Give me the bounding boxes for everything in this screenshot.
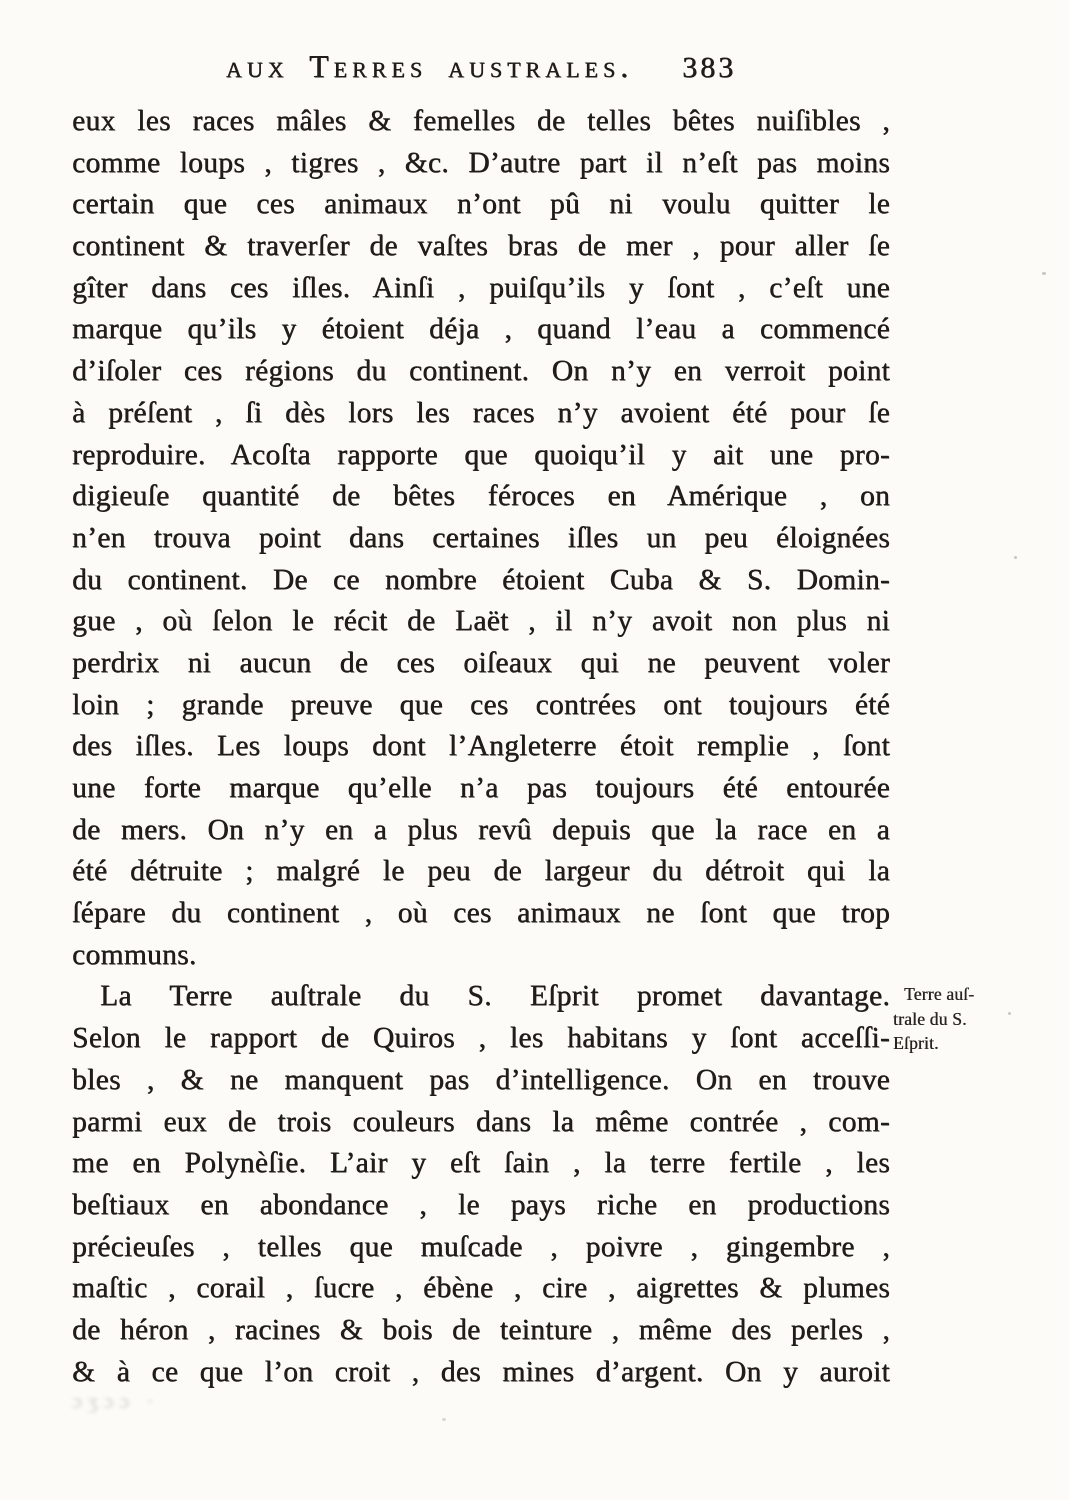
text-line: La Terre auſtrale du S. Eſprit promet davantage. bbox=[100, 980, 890, 1013]
running-header bbox=[72, 48, 890, 85]
text-line: loin ; grande preuve que ces contrées ont toujours été bbox=[72, 688, 890, 721]
margin-note-line: Eſprit. bbox=[893, 1033, 939, 1053]
scan-speck bbox=[442, 1418, 446, 1421]
text-line: comme loups , tigres , &c. D’autre part il n’eſt pas moins bbox=[72, 146, 890, 179]
text-line: digieuſe quantité de bêtes féroces en Amérique , on bbox=[72, 480, 890, 513]
text-line: été détruite ; malgré le peu de largeur du détroit qui la bbox=[72, 855, 890, 888]
scan-speck bbox=[1042, 272, 1046, 275]
text-line: précieuſes , telles que muſcade , poivre , gingembre , bbox=[72, 1230, 890, 1263]
text-line: bles , & ne manquent pas d’intelligence. On en trouve bbox=[72, 1063, 890, 1096]
margin-note-line: trale du S. bbox=[893, 1008, 967, 1029]
scan-speck bbox=[1008, 1012, 1011, 1015]
running-title: aux Terres australes. bbox=[225, 48, 634, 84]
text-line: eux les races mâles & femelles de telles bêtes nuiſibles , bbox=[72, 105, 890, 137]
text-line: une forte marque qu’elle n’a pas toujours été entourée bbox=[72, 772, 890, 804]
text-line: gue , où ſelon le récit de Laët , il n’y avoit non plus ni bbox=[72, 605, 890, 638]
page-number: 383 bbox=[682, 51, 737, 84]
text-line: n’en trouva point dans certaines iſles un peu éloignées bbox=[72, 521, 890, 554]
text-line: marque qu’ils y étoient déja , quand l’eau a commencé bbox=[72, 313, 890, 346]
body-text bbox=[72, 101, 890, 1393]
text-line: perdrix ni aucun de ces oiſeaux qui ne peuvent voler bbox=[72, 646, 890, 679]
text-line: de héron , racines & bois de teinture , même des perles , bbox=[72, 1313, 890, 1346]
margin-note bbox=[893, 982, 1033, 1056]
text-line: me en Polynèſie. L’air y eſt ſain , la terre fertile , les bbox=[72, 1147, 890, 1180]
text-line: beſtiaux en abondance , le pays riche en productions bbox=[72, 1188, 890, 1221]
text-line: d’iſoler ces régions du continent. On n’y en verroit point bbox=[72, 355, 890, 388]
bleed-through-artifact: ɔʒɔɔ · bbox=[72, 1389, 160, 1413]
text-line: des iſles. Les loups dont l’Angleterre étoit remplie , ſont bbox=[72, 730, 890, 763]
text-line: à préſent , ſi dès lors les races n’y avoient été pour ſe bbox=[72, 396, 890, 429]
margin-note-line: Terre auſ- bbox=[904, 984, 975, 1004]
text-line: gîter dans ces iſles. Ainſi , puiſqu’ils y ſont , c’eſt une bbox=[72, 271, 890, 304]
text-line: de mers. On n’y en a plus revû depuis que la race en a bbox=[72, 813, 890, 846]
text-line: reproduire. Acoſta rapporte que quoiqu’il y ait une pro- bbox=[72, 438, 890, 471]
scan-speck bbox=[1014, 556, 1017, 559]
text-line: Selon le rapport de Quiros , les habitans y ſont acceſſi- bbox=[72, 1022, 890, 1055]
text-line: ſépare du continent , où ces animaux ne ſont que trop bbox=[72, 897, 890, 930]
text-line: certain que ces animaux n’ont pû ni voulu quitter le bbox=[72, 188, 890, 221]
text-line: parmi eux de trois couleurs dans la même contrée , com- bbox=[72, 1105, 890, 1138]
text-line: & à ce que l’on croit , des mines d’argent. On y auroit bbox=[72, 1355, 890, 1388]
text-line: maſtic , corail , ſucre , ébène , cire , aigrettes & plumes bbox=[72, 1272, 890, 1305]
text-line: communs. bbox=[72, 938, 197, 971]
text-line: du continent. De ce nombre étoient Cuba & S. Domin- bbox=[72, 563, 890, 596]
text-line: continent & traverſer de vaſtes bras de mer , pour aller ſe bbox=[72, 230, 890, 263]
